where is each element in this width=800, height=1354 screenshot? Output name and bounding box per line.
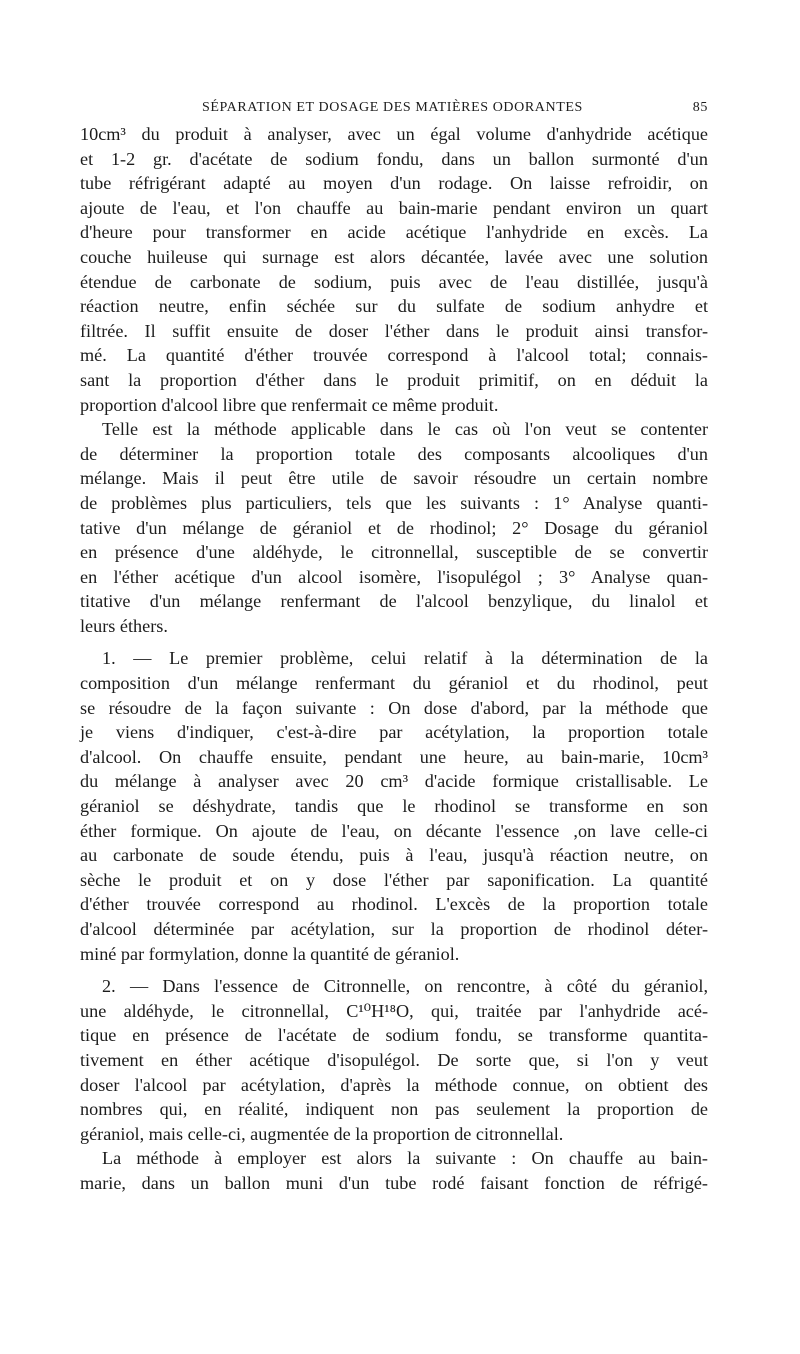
text-line: nombres qui, en réalité, indiquent non pas seulement la proportion de <box>80 1099 708 1120</box>
text-line: d'alcool. On chauffe ensuite, pendant une heure, au bain-marie, 10cm³ <box>80 746 708 767</box>
text-line: 10cm³ du produit à analyser, avec un égal volume d'anhydride acétique <box>80 124 708 144</box>
text-line: une aldéhyde, le citronnellal, C¹⁰H¹⁸O, qui, traitée par l'anhydride acé- <box>80 1000 708 1021</box>
text-line: réaction neutre, enfin séchée sur du sulfate de sodium anhydre et <box>80 296 708 317</box>
text-line: je viens d'indiquer, c'est-à-dire par acétylation, la proportion totale <box>80 722 708 743</box>
text-line: tative d'un mélange de géraniol et de rhodinol; 2° Dosage du géraniol <box>80 517 708 538</box>
text-line: tube réfrigérant adapté au moyen d'un rodage. On laisse refroidir, on <box>80 173 708 194</box>
body-text <box>80 122 708 1196</box>
text-line: d'heure pour transformer en acide acétique l'anhydride en excès. La <box>80 222 708 243</box>
text-line: filtrée. Il suffit ensuite de doser l'éther dans le produit ainsi transfor- <box>80 320 708 341</box>
text-line: d'alcool déterminée par acétylation, sur la proportion de rhodinol déter- <box>80 919 708 939</box>
paragraph-gap <box>80 966 708 974</box>
text-line: 2. — Dans l'essence de Citronnelle, on rencontre, à côté du géraniol, <box>102 976 708 997</box>
running-title: SÉPARATION ET DOSAGE DES MATIÈRES ODORANTES <box>202 100 583 115</box>
text-line: leurs éthers. <box>80 615 168 636</box>
text-line: titative d'un mélange renfermant de l'alcool benzylique, du linalol et <box>80 591 708 612</box>
text-line: en l'éther acétique d'un alcool isomère, l'isopulégol ; 3° Analyse quan- <box>80 566 708 587</box>
paragraph <box>80 417 708 638</box>
paragraph <box>80 646 708 966</box>
book-page <box>80 96 708 1196</box>
text-line: La méthode à employer est alors la suivante : On chauffe au bain- <box>102 1148 708 1169</box>
text-line: en présence d'une aldéhyde, le citronnellal, susceptible de se convertir <box>80 542 708 563</box>
text-line: Telle est la méthode applicable dans le cas où l'on veut se contenter <box>102 419 708 440</box>
text-line: tique en présence de l'acétate de sodium fondu, se transforme quantita- <box>80 1025 708 1046</box>
text-line: de déterminer la proportion totale des composants alcooliques d'un <box>80 443 708 464</box>
text-line: géraniol se déshydrate, tandis que le rhodinol se transforme en son <box>80 796 708 817</box>
text-line: étendue de carbonate de sodium, puis avec de l'eau distillée, jusqu'à <box>80 271 708 292</box>
text-line: miné par formylation, donne la quantité de géraniol. <box>80 943 460 964</box>
paragraph <box>80 1146 708 1195</box>
text-line: au carbonate de soude étendu, puis à l'eau, jusqu'à réaction neutre, on <box>80 845 708 866</box>
text-line: composition d'un mélange renfermant du géraniol et du rhodinol, peut <box>80 673 708 694</box>
text-line: ajoute de l'eau, et l'on chauffe au bain-marie pendant environ un quart <box>80 197 708 218</box>
text-line: mélange. Mais il peut être utile de savoir résoudre un certain nombre <box>80 468 708 489</box>
text-line: sant la proportion d'éther dans le produit primitif, on en déduit la <box>80 369 708 390</box>
text-line: sèche le produit et on y dose l'éther par saponification. La quantité <box>80 869 708 890</box>
text-line: couche huileuse qui surnage est alors décantée, lavée avec une solution <box>80 246 708 267</box>
text-line: du mélange à analyser avec 20 cm³ d'acide formique cristallisable. Le <box>80 771 708 792</box>
text-line: mé. La quantité d'éther trouvée correspond à l'alcool total; connais- <box>80 345 708 366</box>
text-line: éther formique. On ajoute de l'eau, on décante l'essence ,on lave celle-ci <box>80 820 708 841</box>
text-line: doser l'alcool par acétylation, d'après la méthode connue, on obtient des <box>80 1074 708 1095</box>
text-line: tivement en éther acétique d'isopulégol. De sorte que, si l'on y veut <box>80 1049 708 1070</box>
paragraph-gap <box>80 638 708 646</box>
text-line: se résoudre de la façon suivante : On dose d'abord, par la méthode que <box>80 697 708 718</box>
text-line: proportion d'alcool libre que renfermait ce même produit. <box>80 394 499 415</box>
paragraph <box>80 974 708 1146</box>
text-line: marie, dans un ballon muni d'un tube rodé faisant fonction de réfrigé- <box>80 1172 708 1193</box>
running-header <box>80 96 708 122</box>
text-line: de problèmes plus particuliers, tels que les suivants : 1° Analyse quanti- <box>80 492 708 513</box>
text-line: d'éther trouvée correspond au rhodinol. L'excès de la proportion totale <box>80 894 708 915</box>
paragraph <box>80 122 708 417</box>
page-number: 85 <box>692 100 708 115</box>
text-line: géraniol, mais celle-ci, augmentée de la proportion de citronnellal. <box>80 1123 564 1144</box>
text-line: 1. — Le premier problème, celui relatif à la détermination de la <box>102 648 708 669</box>
text-line: et 1-2 gr. d'acétate de sodium fondu, dans un ballon surmonté d'un <box>80 148 708 169</box>
